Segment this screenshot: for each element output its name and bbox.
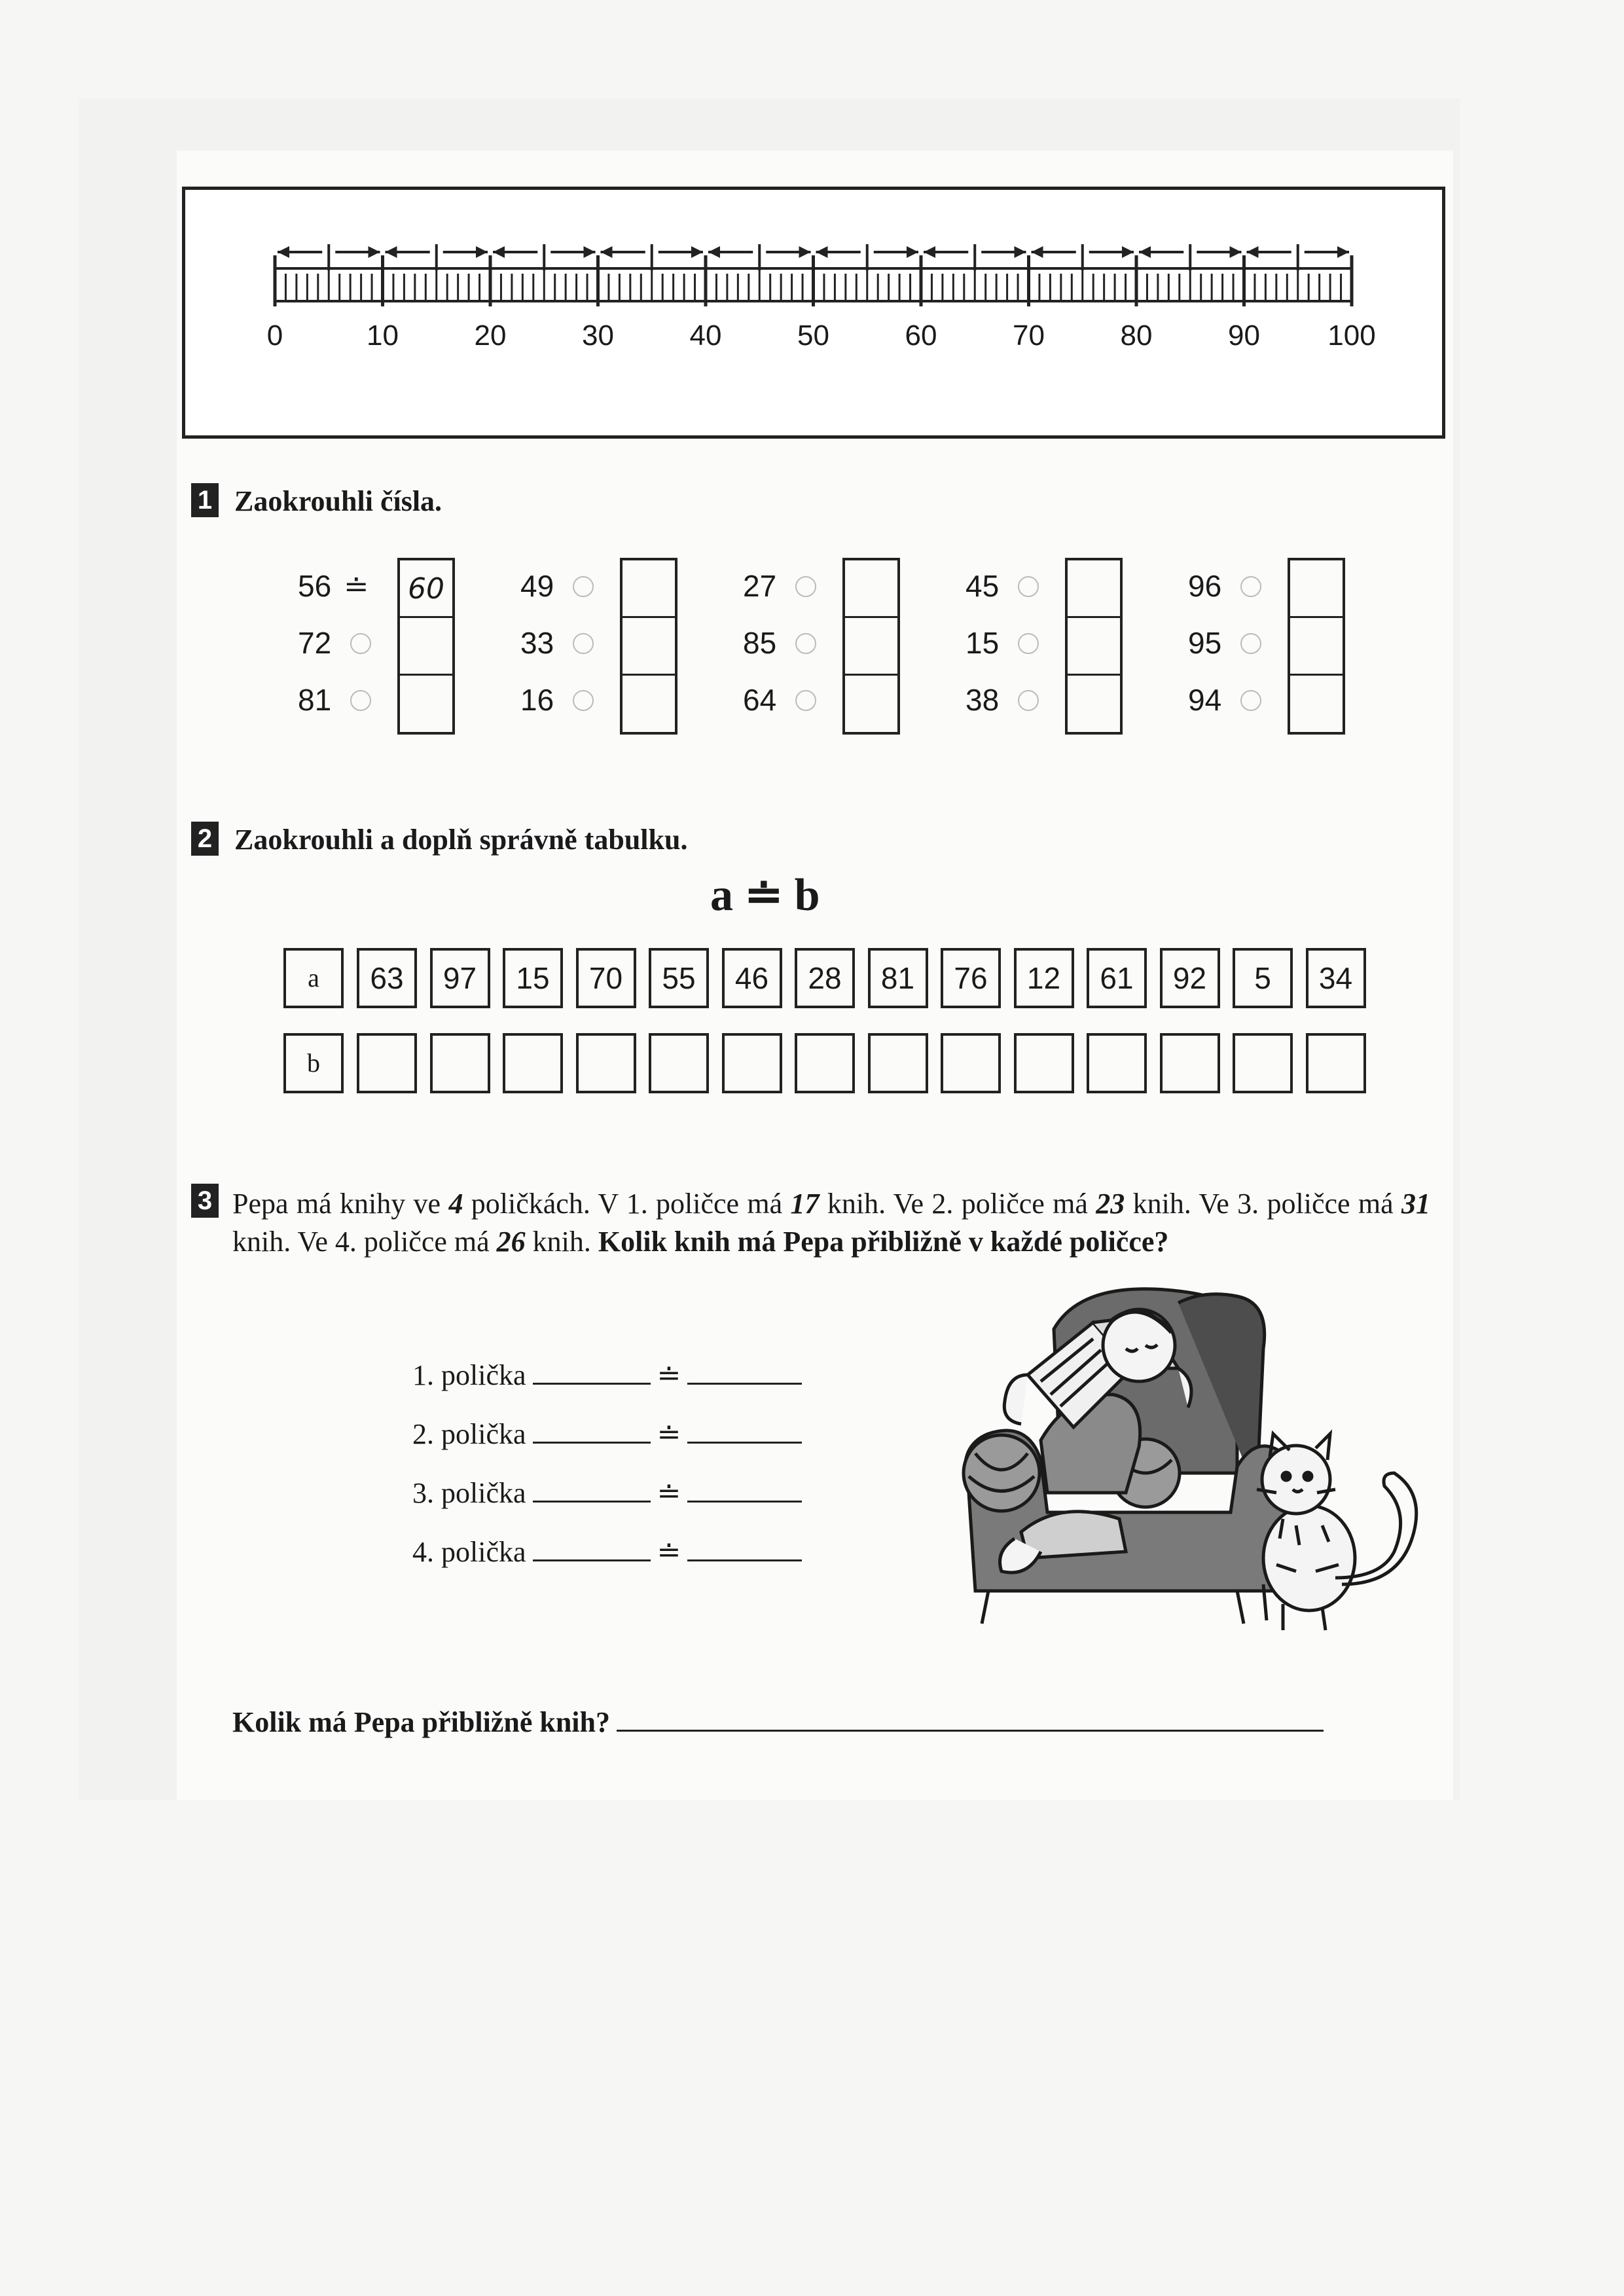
symbol-circle[interactable] xyxy=(1018,576,1039,597)
value-b-cell[interactable] xyxy=(576,1033,636,1093)
task1-title: Zaokrouhli čísla. xyxy=(234,485,442,517)
number-line-label: 80 xyxy=(1120,319,1153,352)
task2-formula: a ≐ b xyxy=(710,870,820,920)
round-number: 45 xyxy=(965,569,1000,603)
value-a-cell: 55 xyxy=(649,948,709,1008)
arrow-head xyxy=(584,246,596,258)
value-a-cell: 92 xyxy=(1160,948,1220,1008)
shelf-count-line[interactable] xyxy=(533,1382,651,1385)
symbol-circle[interactable] xyxy=(350,690,371,711)
arrow-head xyxy=(1337,246,1349,258)
arrow-head xyxy=(1247,246,1259,258)
arrow-head xyxy=(1032,246,1043,258)
value-a-cell: 28 xyxy=(795,948,855,1008)
answer-column xyxy=(1288,558,1345,735)
arrow-head xyxy=(924,246,935,258)
value-a-cell: 76 xyxy=(941,948,1001,1008)
answer-column xyxy=(842,558,900,735)
approx-symbol: ≐ xyxy=(657,1477,681,1509)
round-number: 81 xyxy=(298,683,332,717)
round-number: 49 xyxy=(520,569,554,603)
answer-box[interactable] xyxy=(623,676,675,733)
answer-box[interactable] xyxy=(623,618,675,676)
shelf-count-line[interactable] xyxy=(533,1500,651,1503)
task2-badge: 2 xyxy=(191,822,219,856)
value-b-cell[interactable] xyxy=(1233,1033,1293,1093)
answer-column xyxy=(620,558,677,735)
final-answer-line[interactable] xyxy=(617,1729,1324,1732)
value-a-cell: 46 xyxy=(722,948,782,1008)
answer-box[interactable] xyxy=(1068,618,1120,676)
number-line-label: 30 xyxy=(582,319,614,352)
final-question xyxy=(232,1705,1330,1739)
arrow-head xyxy=(369,246,380,258)
arrow-head xyxy=(493,246,505,258)
round-number: 56 xyxy=(298,569,332,603)
shelf-row xyxy=(412,1535,808,1569)
symbol-circle[interactable] xyxy=(1240,576,1261,597)
answer-box[interactable] xyxy=(1290,676,1343,733)
symbol-circle[interactable] xyxy=(350,633,371,654)
row-a-label: a xyxy=(283,948,344,1008)
arrow-head xyxy=(1015,246,1026,258)
value-b-cell[interactable] xyxy=(357,1033,417,1093)
answer-box[interactable] xyxy=(845,676,897,733)
value-b-cell[interactable] xyxy=(941,1033,1001,1093)
arrow-head xyxy=(476,246,488,258)
shelf-rounded-line[interactable] xyxy=(687,1559,802,1561)
shelf-rounded-line[interactable] xyxy=(687,1500,802,1503)
answer-box[interactable] xyxy=(623,560,675,618)
shelf-label: 1. polička xyxy=(412,1359,526,1391)
answer-column xyxy=(1065,558,1123,735)
value-b-cell[interactable] xyxy=(795,1033,855,1093)
approx-symbol: ≐ xyxy=(657,1418,681,1450)
symbol-circle[interactable] xyxy=(573,690,594,711)
arrow-head xyxy=(1230,246,1242,258)
approx-symbol: ≐ xyxy=(657,1359,681,1391)
number-line-label: 60 xyxy=(905,319,937,352)
arrow-head xyxy=(907,246,918,258)
symbol-circle[interactable] xyxy=(795,690,816,711)
answer-box[interactable] xyxy=(845,618,897,676)
round-number: 72 xyxy=(298,626,332,660)
value-a-cell: 12 xyxy=(1014,948,1074,1008)
answer-box[interactable] xyxy=(1290,618,1343,676)
arrow-head xyxy=(386,246,397,258)
round-number: 94 xyxy=(1188,683,1222,717)
value-b-cell[interactable] xyxy=(868,1033,928,1093)
value-b-cell[interactable] xyxy=(1087,1033,1147,1093)
value-b-cell[interactable] xyxy=(1306,1033,1366,1093)
approx-symbol: ≐ xyxy=(657,1536,681,1568)
shelf-row xyxy=(412,1358,808,1392)
shelf-label: 4. polička xyxy=(412,1536,526,1568)
round-number: 33 xyxy=(520,626,554,660)
task3-text: Pepa má knihy ve 4 poličkách. V 1. poličce má 17 knih. Ve 2. poličce má 23 knih. Ve 3. poličce má 31 knih. Ve 4. poličce má 26 knih. Kolik knih má Pepa přibližně v každé poličce? xyxy=(232,1188,1430,1258)
shelf-count-line[interactable] xyxy=(533,1559,651,1561)
arrow-head xyxy=(691,246,703,258)
value-a-cell: 5 xyxy=(1233,948,1293,1008)
value-b-cell[interactable] xyxy=(649,1033,709,1093)
round-number: 38 xyxy=(965,683,1000,717)
value-b-cell[interactable] xyxy=(430,1033,490,1093)
arrow-head xyxy=(1122,246,1134,258)
round-number: 16 xyxy=(520,683,554,717)
value-a-cell: 70 xyxy=(576,948,636,1008)
symbol-circle[interactable] xyxy=(1240,690,1261,711)
number-line xyxy=(0,0,1624,458)
symbol-circle[interactable] xyxy=(573,633,594,654)
shelf-label: 3. polička xyxy=(412,1477,526,1509)
approx-symbol: ≐ xyxy=(344,569,369,603)
symbol-circle[interactable] xyxy=(573,576,594,597)
answer-column xyxy=(397,558,455,735)
answer-box[interactable] xyxy=(400,676,452,733)
number-line-label: 100 xyxy=(1327,319,1376,352)
value-b-cell[interactable] xyxy=(1160,1033,1220,1093)
arrow-head xyxy=(799,246,811,258)
arrow-head xyxy=(816,246,828,258)
round-number: 64 xyxy=(743,683,777,717)
answer-box[interactable] xyxy=(400,618,452,676)
round-number: 95 xyxy=(1188,626,1222,660)
symbol-circle[interactable] xyxy=(795,576,816,597)
arrow-head xyxy=(278,246,289,258)
shelf-rounded-line[interactable] xyxy=(687,1441,802,1444)
number-line-label: 40 xyxy=(689,319,722,352)
answer-box[interactable]: 60 xyxy=(400,560,452,618)
task3-badge: 3 xyxy=(191,1184,219,1218)
shelf-row xyxy=(412,1417,808,1451)
round-number: 27 xyxy=(743,569,777,603)
value-a-cell: 15 xyxy=(503,948,563,1008)
answer-box[interactable] xyxy=(1068,560,1120,618)
number-line-label: 10 xyxy=(367,319,399,352)
value-a-cell: 61 xyxy=(1087,948,1147,1008)
answer-box[interactable] xyxy=(1290,560,1343,618)
number-line-label: 0 xyxy=(266,319,283,352)
symbol-circle[interactable] xyxy=(1018,690,1039,711)
row-b-label: b xyxy=(283,1033,344,1093)
value-b-cell[interactable] xyxy=(722,1033,782,1093)
final-question-text: Kolik má Pepa přibližně knih? xyxy=(232,1706,610,1738)
symbol-circle[interactable] xyxy=(795,633,816,654)
symbol-circle[interactable] xyxy=(1240,633,1261,654)
symbol-circle[interactable] xyxy=(1018,633,1039,654)
number-line-label: 70 xyxy=(1013,319,1045,352)
value-b-cell[interactable] xyxy=(503,1033,563,1093)
arrow-head xyxy=(1139,246,1151,258)
value-a-cell: 97 xyxy=(430,948,490,1008)
answer-box[interactable] xyxy=(1068,676,1120,733)
shelf-rounded-line[interactable] xyxy=(687,1382,802,1385)
arrow-head xyxy=(708,246,720,258)
task2-title: Zaokrouhli a doplň správně tabulku. xyxy=(234,824,688,856)
value-b-cell[interactable] xyxy=(1014,1033,1074,1093)
round-number: 96 xyxy=(1188,569,1222,603)
answer-box[interactable] xyxy=(845,560,897,618)
number-line-label: 20 xyxy=(474,319,507,352)
arrow-head xyxy=(601,246,613,258)
reading-boy-illustration xyxy=(929,1277,1434,1643)
shelf-count-line[interactable] xyxy=(533,1441,651,1444)
value-a-cell: 34 xyxy=(1306,948,1366,1008)
number-line-label: 90 xyxy=(1228,319,1260,352)
shelf-row xyxy=(412,1476,808,1510)
number-line-label: 50 xyxy=(797,319,829,352)
round-number: 85 xyxy=(743,626,777,660)
round-number: 15 xyxy=(965,626,1000,660)
value-a-cell: 81 xyxy=(868,948,928,1008)
shelf-label: 2. polička xyxy=(412,1418,526,1450)
value-a-cell: 63 xyxy=(357,948,417,1008)
task1-badge: 1 xyxy=(191,483,219,517)
